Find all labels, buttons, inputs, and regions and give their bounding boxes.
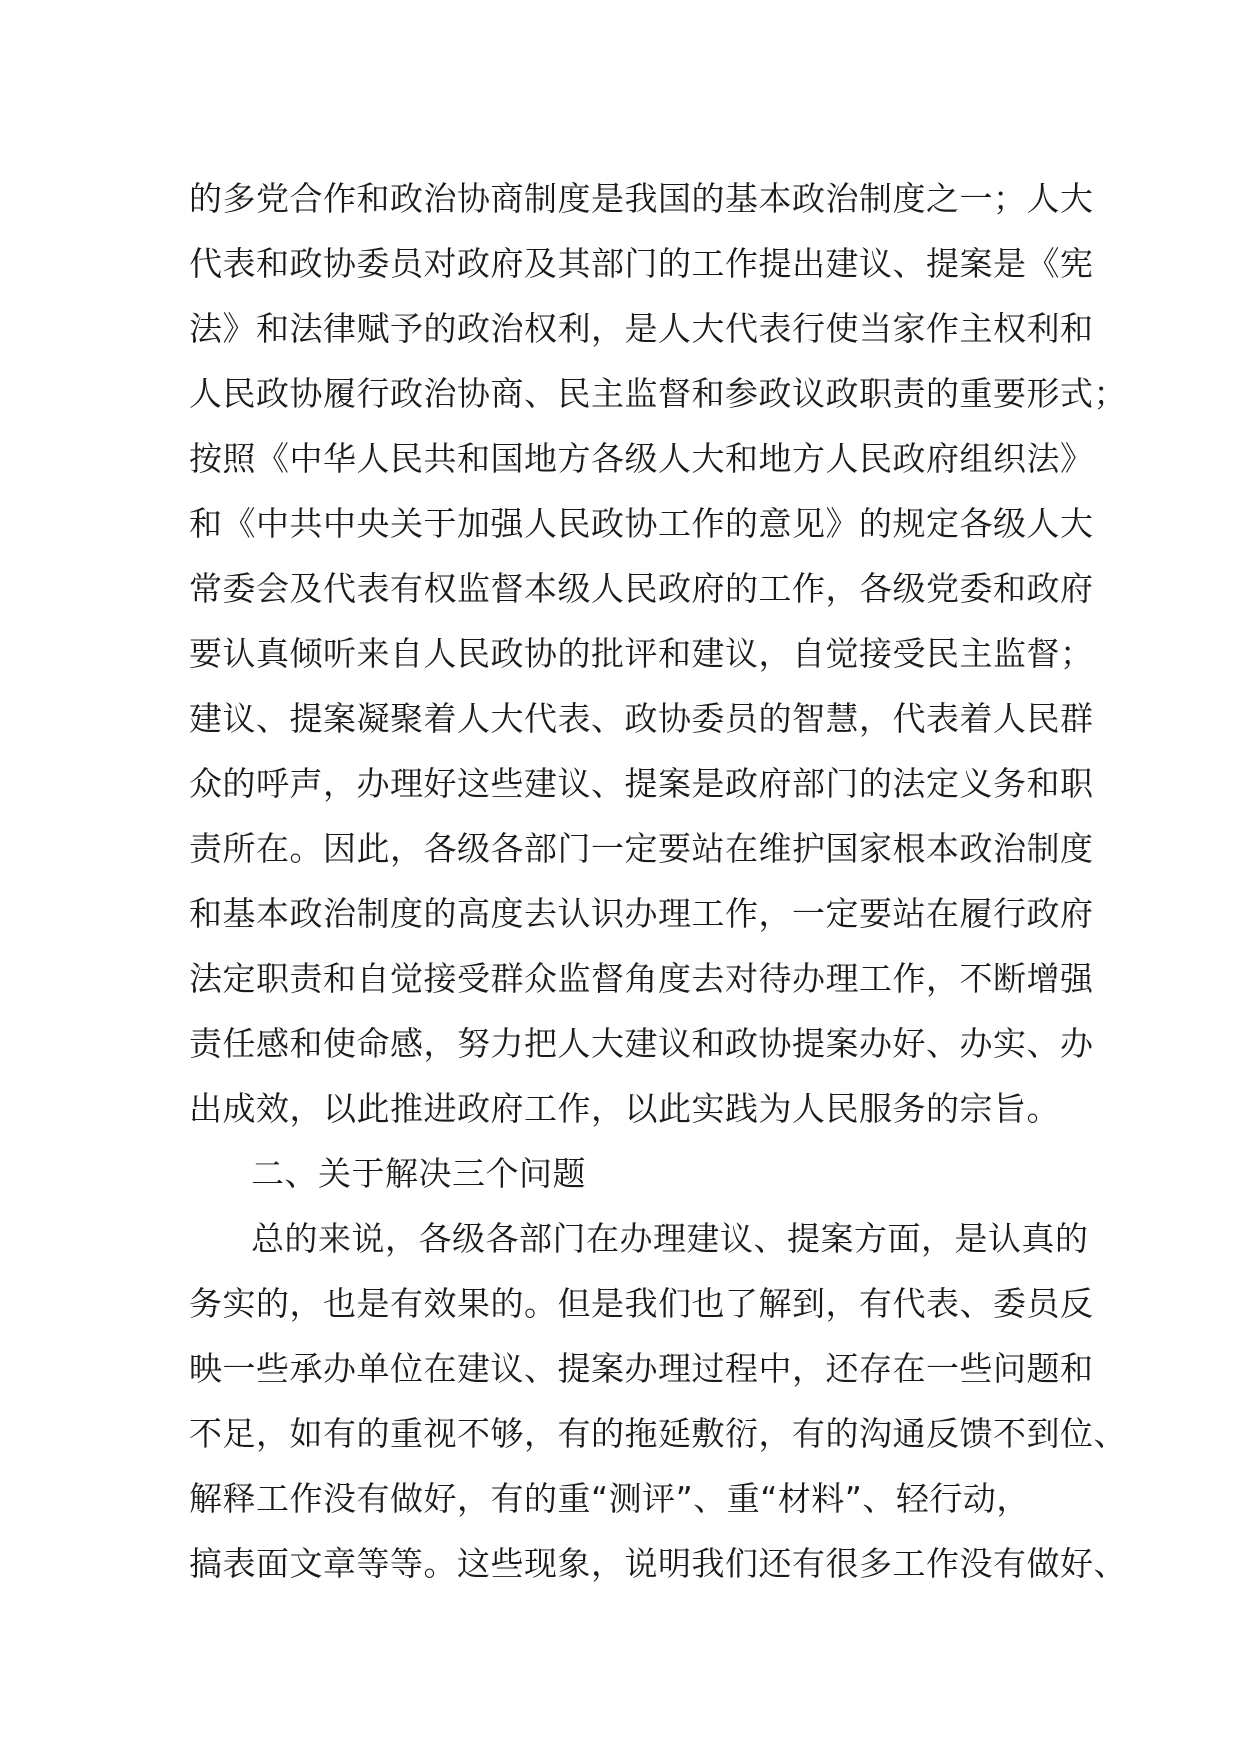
text-line: 建议、提案凝聚着人大代表、政协委员的智慧，代表着人民群 (189, 699, 1094, 738)
text-line: 人民政协履行政治协商、民主监督和参政议政职责的重要形式； (189, 374, 1127, 413)
text-line: 法》和法律赋予的政治权利，是人大代表行使当家作主权利和 (189, 309, 1094, 348)
text-line: 出成效，以此推进政府工作，以此实践为人民服务的宗旨。 (189, 1089, 1060, 1128)
text-line: 总的来说，各级各部门在办理建议、提案方面，是认真的 (251, 1219, 1089, 1258)
text-line: 搞表面文章等等。这些现象，说明我们还有很多工作没有做好、 (189, 1544, 1127, 1583)
text-line: 法定职责和自觉接受群众监督角度去对待办理工作，不断增强 (189, 959, 1094, 998)
text-line: 和《中共中央关于加强人民政协工作的意见》的规定各级人大 (189, 504, 1094, 543)
text-line: 解释工作没有做好，有的重“测评”、重“材料”、轻行动， (189, 1479, 1030, 1518)
text-line: 责所在。因此，各级各部门一定要站在维护国家根本政治制度 (189, 829, 1094, 868)
text-line: 务实的，也是有效果的。但是我们也了解到，有代表、委员反 (189, 1284, 1094, 1323)
text-line: 映一些承办单位在建议、提案办理过程中，还存在一些问题和 (189, 1349, 1094, 1388)
section-heading: 二、关于解决三个问题 (251, 1154, 586, 1193)
text-line: 常委会及代表有权监督本级人民政府的工作，各级党委和政府 (189, 569, 1094, 608)
text-line: 众的呼声，办理好这些建议、提案是政府部门的法定义务和职 (189, 764, 1094, 803)
text-line: 责任感和使命感，努力把人大建议和政协提案办好、办实、办 (189, 1024, 1094, 1063)
text-line: 不足，如有的重视不够，有的拖延敷衍，有的沟通反馈不到位、 (189, 1414, 1127, 1453)
text-line: 代表和政协委员对政府及其部门的工作提出建议、提案是《宪 (189, 244, 1094, 283)
text-line: 和基本政治制度的高度去认识办理工作，一定要站在履行政府 (189, 894, 1094, 933)
document-body (189, 166, 1127, 1596)
text-line: 的多党合作和政治协商制度是我国的基本政治制度之一；人大 (189, 179, 1094, 218)
text-line: 要认真倾听来自人民政协的批评和建议，自觉接受民主监督； (189, 634, 1094, 673)
text-line: 按照《中华人民共和国地方各级人大和地方人民政府组织法》 (189, 439, 1094, 478)
